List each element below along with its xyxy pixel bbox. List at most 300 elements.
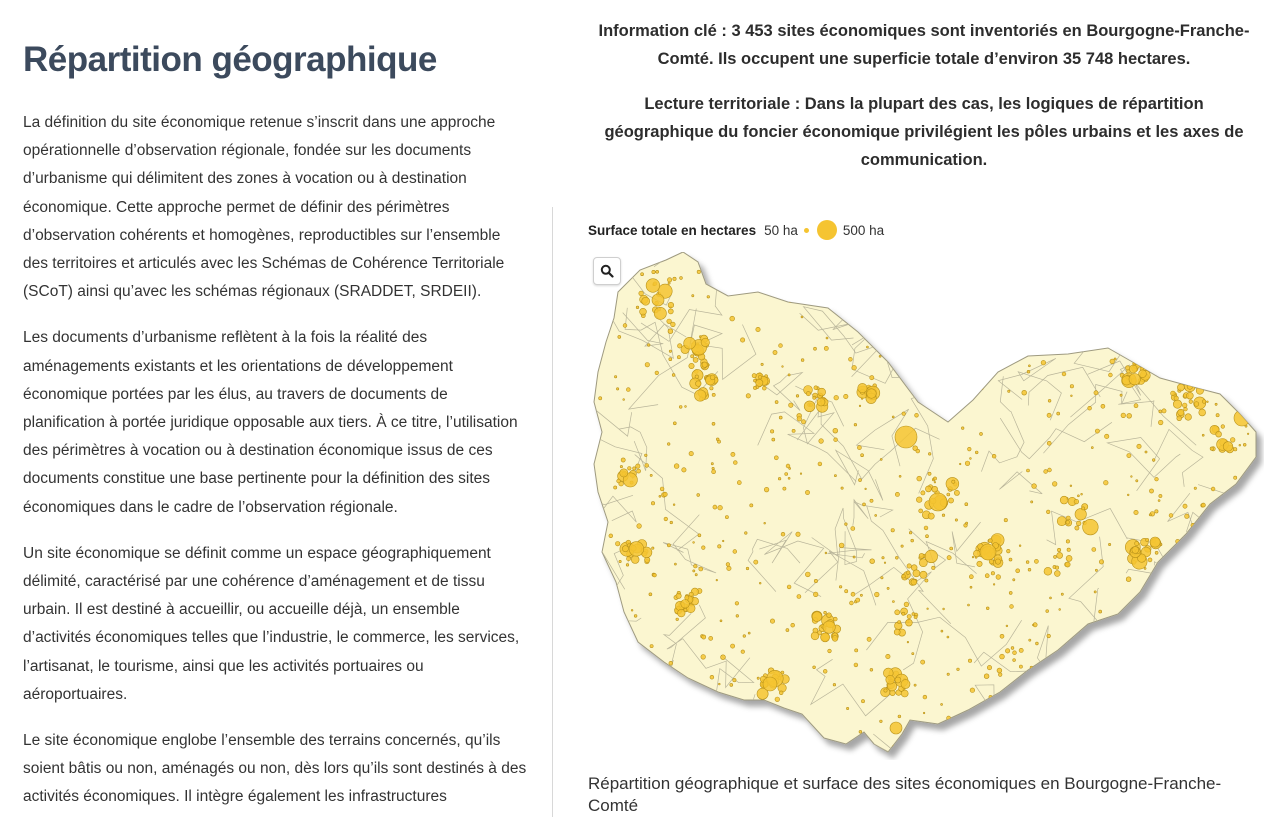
site-marker bbox=[1158, 500, 1160, 502]
site-marker bbox=[722, 540, 724, 542]
site-marker bbox=[1160, 337, 1163, 340]
site-marker bbox=[993, 348, 995, 350]
site-marker bbox=[680, 277, 683, 280]
site-marker bbox=[735, 602, 739, 606]
site-marker bbox=[957, 668, 960, 671]
site-marker bbox=[907, 641, 909, 643]
site-marker bbox=[857, 446, 861, 450]
paragraph-definition: La définition du site économique retenue s’inscrit dans une approche opérationnelle d’observation régionale, fondée sur les documents d’urbanisme qui délimitent des zones à vocation ou à destination économique. Cette approche permet de définir des périmètres d’observation cohérents et homogènes, reproductibles sur l’ensemble des territoires et articulés avec les Schémas de Cohérence Territoriale (SCoT) ainsi qu’avec les schémas régionaux (SRADDET, SRDEII). bbox=[23, 114, 505, 301]
site-marker bbox=[660, 487, 664, 491]
site-marker bbox=[669, 661, 673, 665]
large-site-marker bbox=[1234, 410, 1250, 426]
site-marker bbox=[828, 281, 832, 285]
site-marker bbox=[695, 390, 706, 401]
site-marker bbox=[1224, 326, 1227, 329]
site-marker bbox=[907, 615, 911, 619]
site-marker bbox=[1233, 493, 1235, 495]
site-marker bbox=[1103, 299, 1105, 301]
site-marker bbox=[773, 350, 777, 354]
site-marker bbox=[987, 665, 991, 669]
site-marker bbox=[775, 729, 777, 731]
territory-boundary bbox=[588, 679, 681, 760]
site-marker bbox=[668, 329, 673, 334]
zoom-button[interactable] bbox=[593, 257, 621, 285]
site-marker bbox=[667, 319, 672, 324]
site-marker bbox=[952, 480, 955, 483]
site-marker bbox=[805, 280, 807, 282]
site-marker bbox=[977, 315, 980, 318]
site-marker bbox=[926, 535, 929, 538]
legend-small-label: 50 ha bbox=[764, 222, 798, 238]
site-marker bbox=[1213, 658, 1216, 661]
key-information: Information clé : 3 453 sites économiques sont inventoriés en Bourgogne-Franche-Comté. Ils occupent une superficie totale d’environ 35 748 hectares. bbox=[598, 22, 1250, 68]
site-marker bbox=[659, 495, 661, 497]
site-marker bbox=[989, 560, 993, 564]
site-marker bbox=[1052, 656, 1054, 658]
site-marker bbox=[961, 427, 964, 430]
legend-small-circle bbox=[804, 228, 809, 233]
site-marker bbox=[685, 596, 689, 600]
site-marker bbox=[1031, 501, 1033, 503]
site-marker bbox=[855, 649, 858, 652]
site-marker bbox=[1213, 331, 1217, 335]
site-marker bbox=[779, 416, 782, 419]
site-marker bbox=[1157, 719, 1160, 722]
site-marker bbox=[789, 403, 793, 407]
site-marker bbox=[801, 359, 804, 362]
site-marker bbox=[801, 316, 803, 318]
site-marker bbox=[664, 517, 668, 521]
site-marker bbox=[1028, 365, 1030, 367]
territory-boundary bbox=[1065, 707, 1134, 760]
site-marker bbox=[921, 491, 925, 495]
territory-boundary bbox=[660, 699, 735, 725]
site-marker bbox=[597, 502, 599, 504]
site-marker bbox=[1202, 434, 1204, 436]
site-marker bbox=[753, 386, 756, 389]
site-marker bbox=[898, 621, 901, 624]
site-marker bbox=[947, 673, 949, 675]
site-marker bbox=[678, 609, 686, 617]
site-marker bbox=[1016, 732, 1019, 735]
site-marker bbox=[1084, 678, 1087, 681]
large-site-marker bbox=[763, 677, 777, 691]
site-marker bbox=[1034, 559, 1038, 563]
site-marker bbox=[1108, 292, 1112, 296]
site-marker bbox=[1250, 269, 1254, 273]
site-marker bbox=[1236, 735, 1239, 738]
site-marker bbox=[884, 562, 886, 564]
site-marker bbox=[959, 463, 961, 465]
site-marker bbox=[863, 503, 866, 506]
site-marker bbox=[1110, 359, 1115, 364]
site-marker bbox=[1216, 431, 1222, 437]
site-marker bbox=[597, 584, 599, 586]
site-marker bbox=[1201, 503, 1205, 507]
site-marker bbox=[1127, 454, 1131, 458]
site-marker bbox=[1029, 639, 1031, 641]
site-marker bbox=[875, 514, 877, 516]
site-marker bbox=[701, 655, 706, 660]
site-marker bbox=[1066, 521, 1070, 525]
site-marker bbox=[960, 385, 963, 388]
site-marker bbox=[902, 412, 906, 416]
site-marker bbox=[653, 573, 657, 577]
site-marker bbox=[1031, 682, 1034, 685]
site-marker bbox=[609, 534, 613, 538]
site-marker bbox=[1211, 487, 1215, 491]
site-marker bbox=[1209, 626, 1213, 630]
site-marker bbox=[668, 302, 674, 308]
site-marker bbox=[744, 269, 746, 271]
site-marker bbox=[741, 650, 745, 654]
site-marker bbox=[1019, 648, 1023, 652]
site-marker bbox=[998, 300, 1002, 304]
site-marker bbox=[695, 574, 697, 576]
site-marker bbox=[988, 347, 992, 351]
search-icon bbox=[600, 264, 614, 278]
site-marker bbox=[726, 563, 730, 567]
site-marker bbox=[865, 488, 867, 490]
site-marker bbox=[915, 286, 917, 288]
site-marker bbox=[805, 572, 810, 577]
site-marker bbox=[673, 504, 675, 506]
site-marker bbox=[974, 327, 979, 332]
site-marker bbox=[748, 632, 750, 634]
site-marker bbox=[1022, 390, 1027, 395]
site-marker bbox=[867, 637, 871, 641]
site-marker bbox=[861, 454, 864, 457]
territory-boundary bbox=[1174, 687, 1203, 722]
site-marker bbox=[901, 680, 910, 689]
site-marker bbox=[928, 513, 934, 519]
region-map[interactable] bbox=[588, 252, 1264, 760]
site-marker bbox=[668, 309, 673, 314]
site-marker bbox=[746, 394, 750, 398]
site-marker bbox=[1239, 444, 1241, 446]
site-marker bbox=[1194, 487, 1196, 489]
site-marker bbox=[965, 503, 968, 506]
site-marker bbox=[1202, 400, 1206, 404]
site-marker bbox=[1138, 361, 1141, 364]
site-marker bbox=[895, 677, 901, 683]
site-marker bbox=[727, 566, 731, 570]
site-marker bbox=[710, 375, 715, 380]
territory-boundary bbox=[1181, 322, 1204, 372]
site-marker bbox=[737, 270, 739, 272]
site-marker bbox=[1185, 414, 1192, 421]
site-marker bbox=[970, 458, 972, 460]
site-marker bbox=[611, 715, 613, 717]
site-marker bbox=[1243, 303, 1246, 306]
site-marker bbox=[1086, 271, 1089, 274]
site-marker bbox=[1158, 622, 1160, 624]
legend-title: Surface totale en hectares bbox=[588, 222, 757, 238]
site-marker bbox=[1175, 731, 1180, 736]
site-marker bbox=[813, 592, 818, 597]
site-marker bbox=[1230, 600, 1234, 604]
site-marker bbox=[954, 490, 959, 495]
site-marker bbox=[1253, 314, 1255, 316]
site-marker bbox=[1075, 526, 1079, 530]
site-marker bbox=[685, 406, 687, 408]
site-marker bbox=[980, 432, 983, 435]
site-marker bbox=[674, 563, 676, 565]
territory-boundary bbox=[932, 728, 982, 760]
site-marker bbox=[1155, 510, 1158, 513]
site-marker bbox=[972, 556, 974, 558]
site-marker bbox=[1190, 672, 1193, 675]
site-marker bbox=[969, 575, 973, 579]
site-marker bbox=[1007, 549, 1011, 553]
site-marker bbox=[696, 381, 702, 387]
site-marker bbox=[870, 668, 873, 671]
site-marker bbox=[614, 376, 616, 378]
site-marker bbox=[844, 315, 847, 318]
site-marker bbox=[1095, 569, 1097, 571]
site-marker bbox=[627, 557, 631, 561]
site-marker bbox=[814, 579, 817, 582]
site-marker bbox=[991, 572, 994, 575]
site-marker bbox=[1059, 609, 1061, 611]
site-marker bbox=[1061, 593, 1063, 595]
site-marker bbox=[1190, 589, 1194, 593]
site-marker bbox=[1149, 514, 1151, 516]
site-marker bbox=[646, 717, 648, 719]
site-marker bbox=[1246, 658, 1248, 660]
site-marker bbox=[1048, 399, 1051, 402]
site-marker bbox=[879, 355, 881, 357]
site-marker bbox=[1181, 268, 1183, 270]
site-marker bbox=[893, 745, 897, 749]
site-marker bbox=[881, 577, 883, 579]
site-marker bbox=[1175, 683, 1177, 685]
site-marker bbox=[1074, 499, 1079, 504]
site-marker bbox=[1057, 552, 1063, 558]
site-marker bbox=[1243, 443, 1246, 446]
site-marker bbox=[1006, 625, 1008, 627]
site-marker bbox=[1032, 624, 1034, 626]
site-marker bbox=[652, 547, 654, 549]
site-marker bbox=[1199, 409, 1206, 416]
site-marker bbox=[1019, 665, 1022, 668]
site-marker bbox=[1247, 433, 1249, 435]
site-marker bbox=[870, 559, 875, 564]
site-marker bbox=[920, 571, 927, 578]
site-marker bbox=[598, 528, 601, 531]
site-marker bbox=[814, 347, 817, 350]
site-marker bbox=[756, 327, 760, 331]
site-marker bbox=[953, 737, 957, 741]
site-marker bbox=[1253, 598, 1256, 601]
site-marker bbox=[691, 689, 694, 692]
site-marker bbox=[1112, 291, 1116, 295]
site-marker bbox=[1071, 710, 1075, 714]
site-marker bbox=[731, 452, 735, 456]
site-marker bbox=[1148, 558, 1152, 562]
site-marker bbox=[992, 454, 996, 458]
site-marker bbox=[1245, 306, 1248, 309]
site-marker bbox=[761, 363, 763, 365]
site-marker bbox=[970, 586, 972, 588]
site-marker bbox=[923, 712, 925, 714]
site-marker bbox=[1067, 548, 1070, 551]
site-marker bbox=[1005, 649, 1009, 653]
site-marker bbox=[1016, 569, 1020, 573]
site-marker bbox=[801, 420, 805, 424]
site-marker bbox=[854, 423, 857, 426]
site-marker bbox=[1230, 438, 1235, 443]
site-marker bbox=[636, 306, 639, 309]
site-marker bbox=[804, 401, 815, 412]
site-marker bbox=[1213, 728, 1216, 731]
site-marker bbox=[942, 514, 945, 517]
site-marker bbox=[668, 282, 670, 284]
territory-boundary bbox=[1097, 624, 1123, 688]
site-marker bbox=[981, 377, 983, 379]
site-marker bbox=[1158, 420, 1163, 425]
large-site-marker bbox=[929, 493, 947, 511]
site-marker bbox=[834, 395, 839, 400]
site-marker bbox=[752, 374, 756, 378]
site-marker bbox=[743, 635, 746, 638]
site-marker bbox=[892, 601, 894, 603]
site-marker bbox=[993, 584, 995, 586]
site-marker bbox=[1092, 548, 1096, 552]
site-marker bbox=[1070, 677, 1074, 681]
site-marker bbox=[770, 619, 774, 623]
site-marker bbox=[770, 430, 773, 433]
site-marker bbox=[796, 532, 800, 536]
site-marker bbox=[669, 358, 672, 361]
site-marker bbox=[679, 406, 682, 409]
site-marker bbox=[1081, 493, 1083, 495]
site-marker bbox=[702, 546, 706, 550]
site-marker bbox=[813, 396, 816, 399]
site-marker bbox=[601, 720, 604, 723]
site-marker bbox=[650, 645, 653, 648]
site-marker bbox=[1221, 736, 1223, 738]
site-marker bbox=[1249, 712, 1252, 715]
site-marker bbox=[754, 560, 758, 564]
site-marker bbox=[792, 429, 795, 432]
site-marker bbox=[636, 464, 640, 468]
site-marker bbox=[725, 516, 728, 519]
site-marker bbox=[701, 338, 709, 346]
site-marker bbox=[1082, 655, 1087, 660]
site-marker bbox=[1243, 675, 1245, 677]
site-marker bbox=[623, 702, 625, 704]
site-marker bbox=[626, 388, 630, 392]
site-marker bbox=[1047, 634, 1051, 638]
site-marker bbox=[1109, 261, 1114, 266]
site-marker bbox=[895, 492, 899, 496]
site-marker bbox=[1104, 480, 1109, 485]
site-marker bbox=[936, 294, 939, 297]
site-marker bbox=[968, 447, 972, 451]
site-marker bbox=[1027, 370, 1030, 373]
site-marker bbox=[875, 592, 880, 597]
article-column bbox=[23, 0, 528, 812]
territory-boundary bbox=[1050, 668, 1128, 730]
site-marker bbox=[1094, 591, 1096, 593]
site-marker bbox=[834, 475, 836, 477]
site-marker bbox=[709, 728, 713, 732]
site-marker bbox=[756, 379, 763, 386]
site-marker bbox=[985, 574, 989, 578]
site-marker bbox=[947, 556, 951, 560]
site-marker bbox=[1026, 561, 1029, 564]
site-marker bbox=[819, 439, 824, 444]
site-marker bbox=[917, 476, 922, 481]
site-marker bbox=[1011, 726, 1015, 730]
site-marker bbox=[1216, 414, 1219, 417]
site-marker bbox=[782, 366, 784, 368]
site-marker bbox=[911, 539, 914, 542]
site-marker bbox=[713, 701, 717, 705]
site-marker bbox=[713, 505, 717, 509]
site-marker bbox=[1211, 263, 1213, 265]
site-marker bbox=[911, 579, 917, 585]
site-marker bbox=[1187, 708, 1189, 710]
site-marker bbox=[960, 312, 964, 316]
site-marker bbox=[925, 486, 931, 492]
site-marker bbox=[914, 684, 916, 686]
site-marker bbox=[1159, 410, 1162, 413]
site-marker bbox=[968, 659, 971, 662]
site-marker bbox=[921, 660, 925, 664]
site-marker bbox=[805, 490, 809, 494]
site-marker bbox=[946, 721, 950, 725]
territory-boundary bbox=[1123, 252, 1193, 328]
site-marker bbox=[623, 324, 627, 328]
site-marker bbox=[976, 725, 979, 728]
site-marker bbox=[986, 607, 989, 610]
site-marker bbox=[629, 542, 644, 557]
site-marker bbox=[1126, 366, 1130, 370]
site-marker bbox=[775, 401, 778, 404]
site-marker bbox=[1065, 562, 1070, 567]
site-marker bbox=[1136, 480, 1138, 482]
site-marker bbox=[655, 371, 659, 375]
site-marker bbox=[702, 635, 706, 639]
site-marker bbox=[1066, 540, 1069, 543]
site-marker bbox=[967, 264, 970, 267]
site-marker bbox=[745, 532, 748, 535]
site-marker bbox=[788, 477, 790, 479]
site-marker bbox=[970, 688, 975, 693]
site-marker bbox=[981, 359, 985, 363]
site-marker bbox=[968, 604, 970, 606]
site-marker bbox=[786, 464, 790, 468]
site-marker bbox=[1187, 324, 1189, 326]
site-marker bbox=[1152, 640, 1157, 645]
site-marker bbox=[1046, 610, 1049, 613]
site-marker bbox=[1000, 654, 1005, 659]
site-marker bbox=[1032, 484, 1037, 489]
site-marker bbox=[1181, 331, 1184, 334]
territory-boundary bbox=[1222, 624, 1264, 682]
site-marker bbox=[654, 307, 666, 319]
site-marker bbox=[1137, 444, 1141, 448]
site-marker bbox=[1155, 551, 1158, 554]
site-marker bbox=[1005, 319, 1008, 322]
site-marker bbox=[947, 408, 950, 411]
site-marker bbox=[1135, 541, 1139, 545]
site-marker bbox=[1215, 403, 1217, 405]
site-marker bbox=[1076, 521, 1081, 526]
site-marker bbox=[1066, 555, 1072, 561]
